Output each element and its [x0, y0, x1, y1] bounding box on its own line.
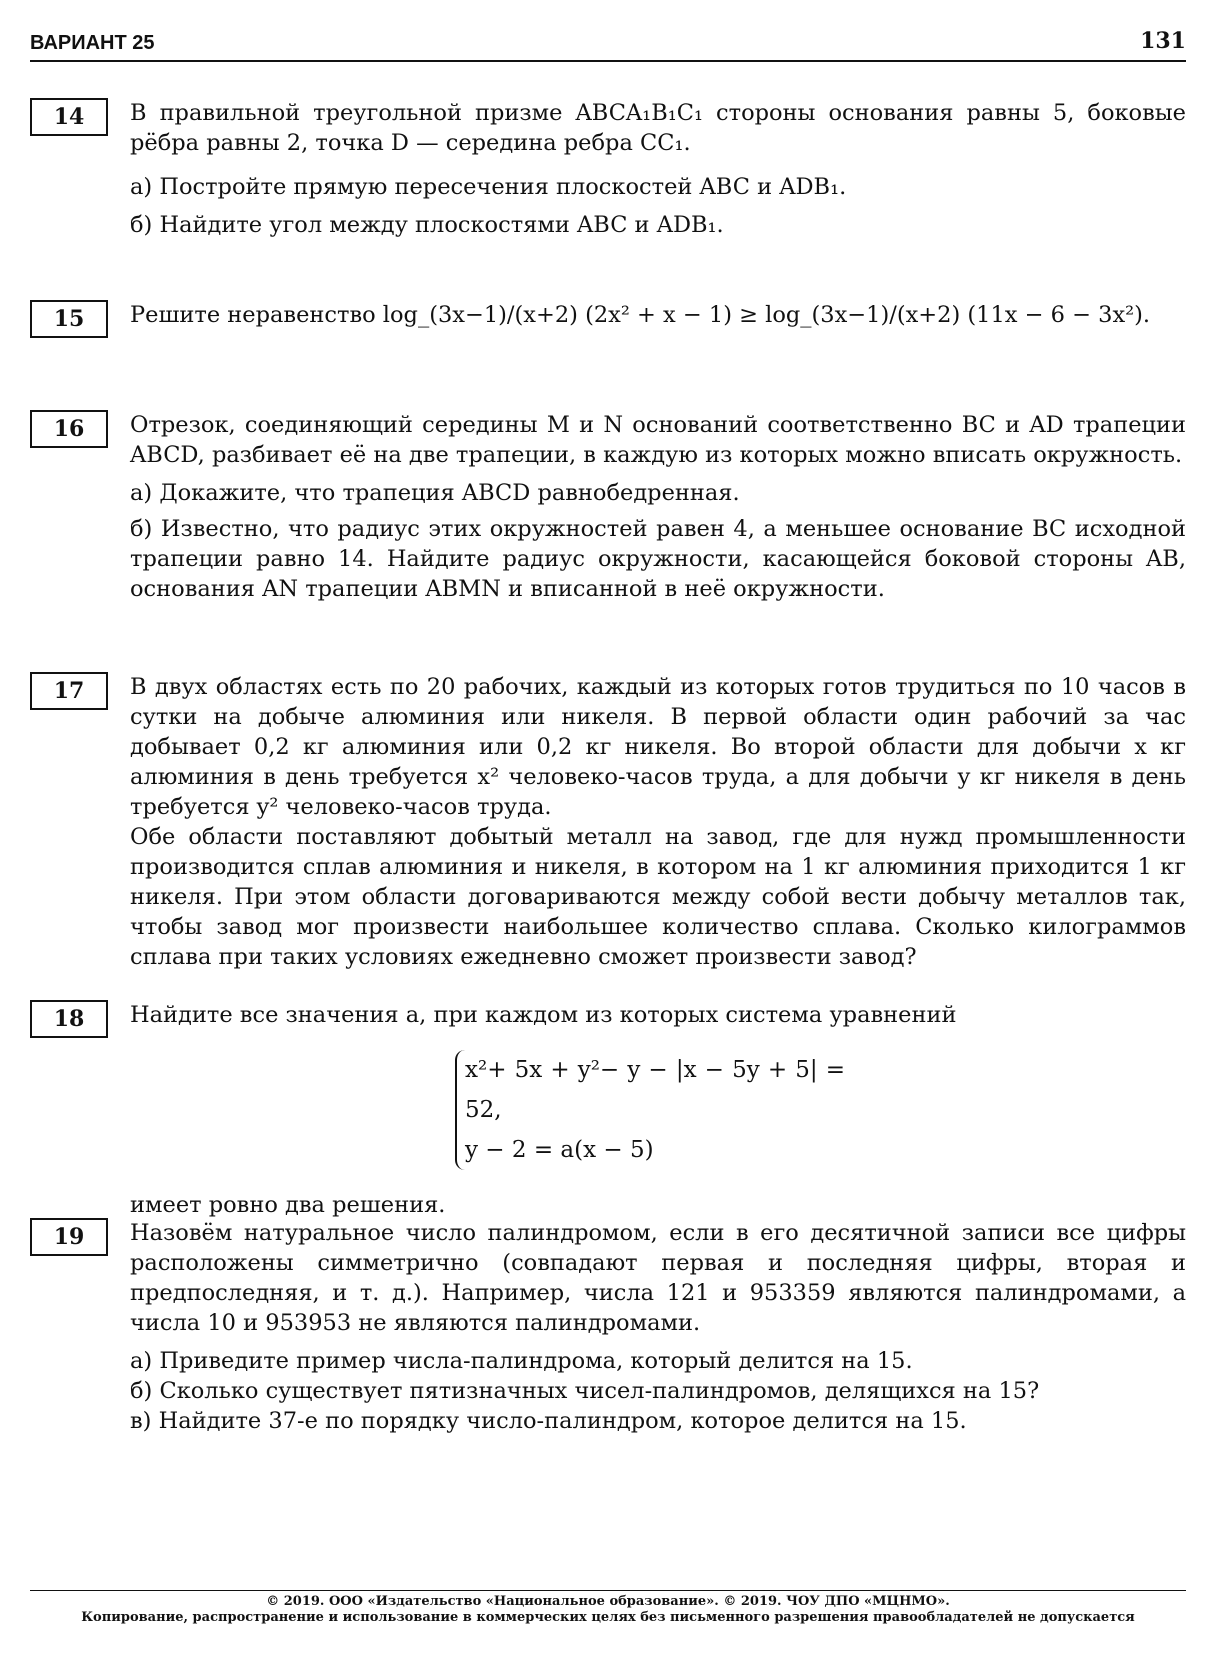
- page-number: 131: [1140, 28, 1186, 54]
- task-number: 18: [30, 1000, 108, 1038]
- task-number: 19: [30, 1218, 108, 1256]
- task-part-b: б) Известно, что радиус этих окружностей равен 4, а меньшее основание BC исходной трапеции равно 14. Найдите радиус окружности, касающейся боковой стороны AB, основания AN трапеции ABMN и вписанной в неё окружности.: [130, 516, 1186, 602]
- equation-system: [455, 1050, 845, 1170]
- task-number: 15: [30, 300, 108, 338]
- task-body: [130, 300, 1186, 330]
- task-part-a: а) Постройте прямую пересечения плоскостей ABC и ADB₁.: [130, 174, 847, 200]
- task-part-b: б) Найдите угол между плоскостями ABC и ADB₁.: [130, 212, 724, 238]
- task-body: [130, 1218, 1186, 1436]
- task-intro: Отрезок, соединяющий середины M и N оснований соответственно BC и AD трапеции ABCD, разбивает её на две трапеции, в каждую из которых можно вписать окружность.: [130, 412, 1186, 468]
- task-body: [130, 672, 1186, 972]
- task-outro: имеет ровно два решения.: [130, 1192, 446, 1218]
- task-intro: В правильной треугольной призме ABCA₁B₁C₁ стороны основания равны 5, боковые рёбра равны 2, точка D — середина ребра CC₁.: [130, 100, 1186, 156]
- license-line: Копирование, распространение и использование в коммерческих целях без письменного разрешения правообладателей не допускается: [81, 1610, 1135, 1625]
- page-footer: [30, 1594, 1186, 1626]
- footer-rule: [30, 1590, 1186, 1591]
- task-body: [130, 98, 1186, 240]
- task-part-c: в) Найдите 37-е по порядку число-палиндром, которое делится на 15.: [130, 1408, 967, 1434]
- task-paragraph: Обе области поставляют добытый металл на завод, где для нужд промышленности производится сплав алюминия и никеля, в котором на 1 кг алюминия приходится 1 кг никеля. При этом области договариваются между собой вести добычу металлов так, чтобы завод мог произвести наибольшее количество сплава. Сколько килограммов сплава при таких условиях ежедневно сможет произвести завод?: [130, 824, 1186, 970]
- task-body: [130, 1000, 1186, 1220]
- task-number: 16: [30, 410, 108, 448]
- task-text: Решите неравенство log_(3x−1)/(x+2) (2x² + x − 1) ≥ log_(3x−1)/(x+2) (11x − 6 − 3x²).: [130, 302, 1151, 328]
- equation-2: y − 2 = a(x − 5): [465, 1137, 654, 1163]
- task-part-a: а) Приведите пример числа-палиндрома, который делится на 15.: [130, 1348, 913, 1374]
- task-intro: Назовём натуральное число палиндромом, если в его десятичной записи все цифры расположены симметрично (совпадают первая и последняя цифры, вторая и предпоследняя, и т. д.). Например, числа 121 и 953359 являются палиндромами, а числа 10 и 953953 не являются палиндромами.: [130, 1220, 1186, 1336]
- task-number: 17: [30, 672, 108, 710]
- variant-title: ВАРИАНТ 25: [30, 32, 155, 54]
- task-intro: Найдите все значения a, при каждом из которых система уравнений: [130, 1002, 957, 1028]
- copyright-line: © 2019. ООО «Издательство «Национальное образование». © 2019. ЧОУ ДПО «МЦНМО».: [266, 1594, 950, 1609]
- task-part-b: б) Сколько существует пятизначных чисел-палиндромов, делящихся на 15?: [130, 1378, 1040, 1404]
- page-header: [30, 28, 1186, 58]
- task-number: 14: [30, 98, 108, 136]
- task-paragraph: В двух областях есть по 20 рабочих, каждый из которых готов трудиться по 10 часов в сутки на добыче алюминия или никеля. В первой области один рабочий за час добывает 0,2 кг алюминия или 0,2 кг никеля. Во второй области для добычи x кг алюминия в день требуется x² человеко-часов труда, а для добычи y кг никеля в день требуется y² человеко-часов труда.: [130, 674, 1186, 820]
- header-rule: [30, 60, 1186, 62]
- task-part-a: а) Докажите, что трапеция ABCD равнобедренная.: [130, 480, 740, 506]
- task-body: [130, 410, 1186, 604]
- equation-1: x²+ 5x + y²− y − |x − 5y + 5| = 52,: [465, 1057, 845, 1123]
